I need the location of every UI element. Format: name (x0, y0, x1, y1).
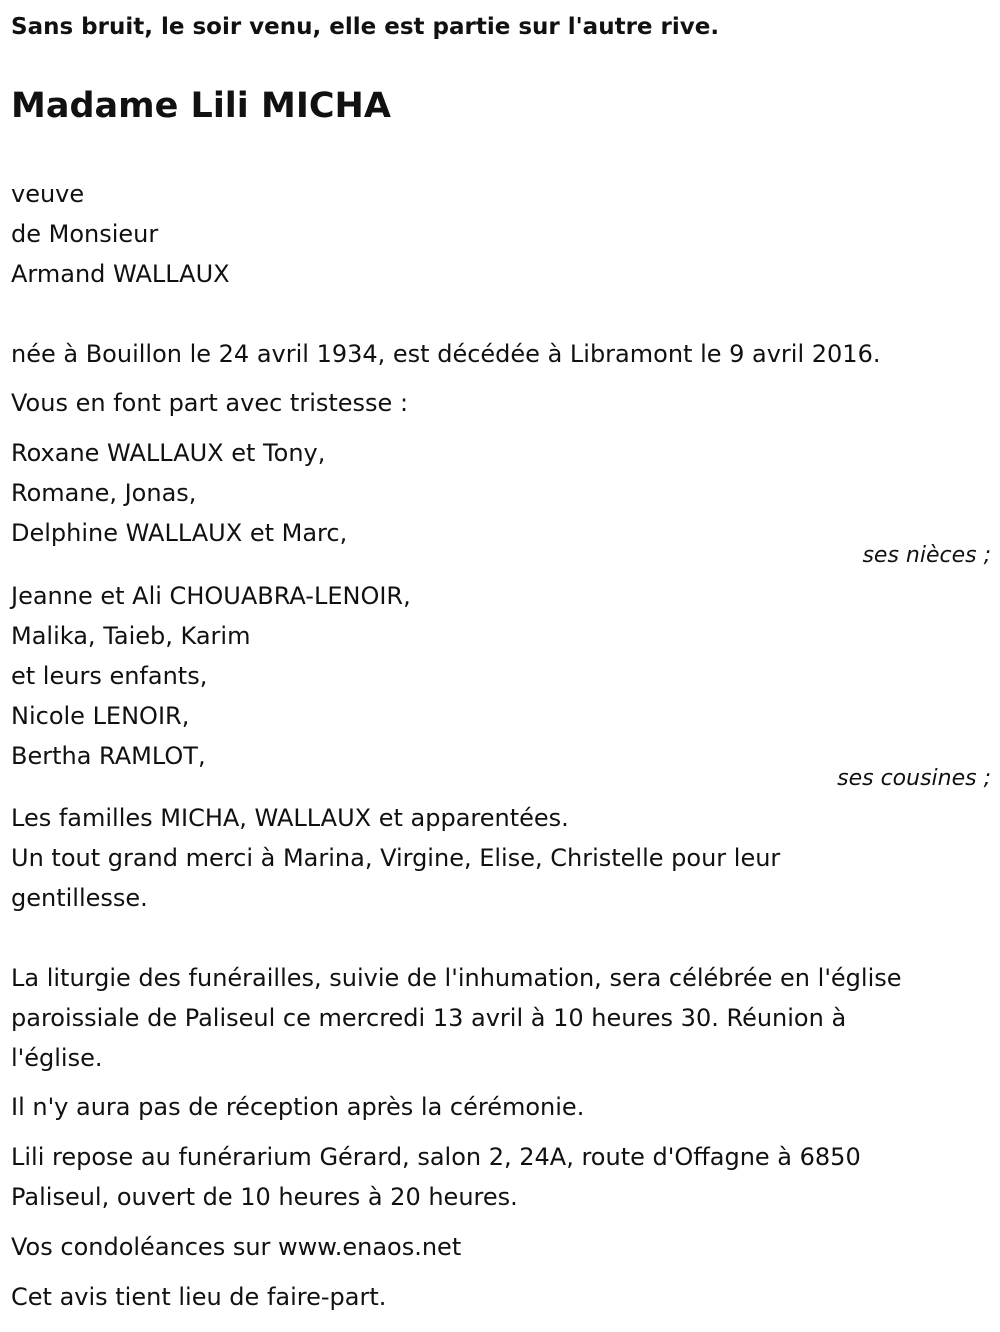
birth-death-line: née à Bouillon le 24 avril 1934, est décédée à Libramont le 9 avril 2016. (11, 340, 881, 368)
spouse-line: de Monsieur (11, 220, 159, 248)
cousin-name: Jeanne et Ali CHOUABRA-LENOIR, (11, 582, 411, 610)
funerarium-line: Lili repose au funérarium Gérard, salon 2, 24A, route d'Offagne à 6850 (11, 1143, 861, 1171)
families-line: Les familles MICHA, WALLAUX et apparentées. (11, 804, 569, 832)
thanks-line: Un tout grand merci à Marina, Virgine, Elise, Christelle pour leur (11, 844, 781, 872)
niece-name: Romane, Jonas, (11, 479, 197, 507)
announce-line: Vous en font part avec tristesse : (11, 389, 409, 417)
tagline: Sans bruit, le soir venu, elle est partie sur l'autre rive. (11, 14, 720, 40)
cousins-relation: ses cousines ; (837, 766, 991, 791)
nieces-relation: ses nièces ; (862, 543, 991, 568)
funerarium-line: Paliseul, ouvert de 10 heures à 20 heures. (11, 1183, 518, 1211)
cousin-name: Bertha RAMLOT, (11, 742, 206, 770)
liturgy-line: l'église. (11, 1044, 103, 1072)
no-reception-line: Il n'y aura pas de réception après la cérémonie. (11, 1093, 585, 1121)
deceased-name: Madame Lili MICHA (11, 86, 391, 126)
niece-name: Delphine WALLAUX et Marc, (11, 519, 348, 547)
liturgy-line: paroissiale de Paliseul ce mercredi 13 avril à 10 heures 30. Réunion à (11, 1004, 847, 1032)
spouse-line: Armand WALLAUX (11, 260, 230, 288)
liturgy-line: La liturgie des funérailles, suivie de l'inhumation, sera célébrée en l'église (11, 964, 902, 992)
spouse-line: veuve (11, 180, 85, 208)
thanks-line: gentillesse. (11, 884, 148, 912)
closing-line: Cet avis tient lieu de faire-part. (11, 1283, 387, 1311)
cousin-name: Nicole LENOIR, (11, 702, 190, 730)
condolences-line: Vos condoléances sur www.enaos.net (11, 1233, 462, 1261)
cousin-name: Malika, Taieb, Karim (11, 622, 251, 650)
cousin-name: et leurs enfants, (11, 662, 208, 690)
niece-name: Roxane WALLAUX et Tony, (11, 439, 326, 467)
